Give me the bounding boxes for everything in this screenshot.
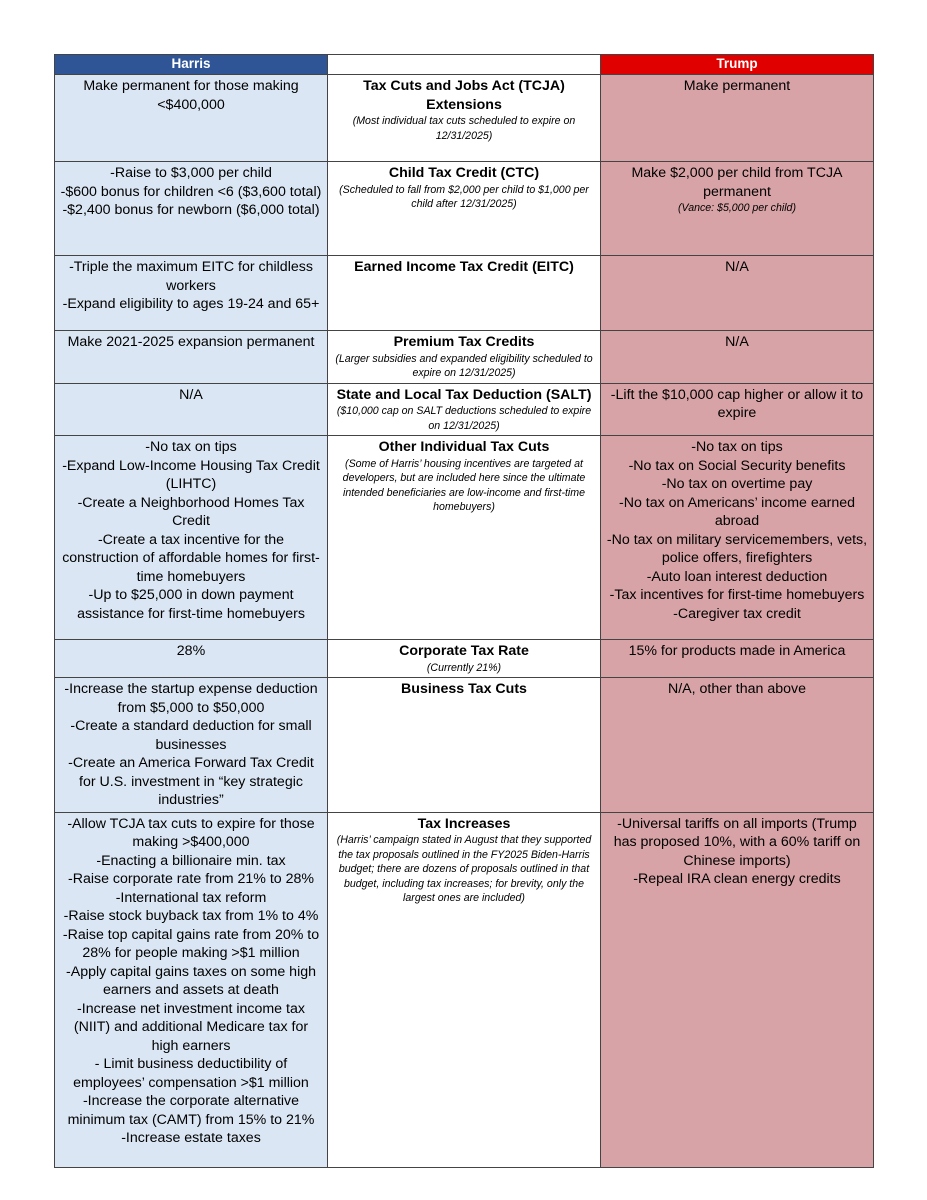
harris-item: -Raise top capital gains rate from 20% to 28% for people making >$1 million [62, 926, 320, 961]
policy-note: (Some of Harris’ housing incentives are targeted at developers, but are included here since the ultimate intended beneficiaries are low-income and first-time homebuyers) [342, 457, 586, 513]
trump-item: -No tax on tips [691, 439, 783, 455]
tax-comparison-table [54, 54, 874, 1168]
harris-item: - Limit business deductibility of employees’ compensation >$1 million [73, 1056, 309, 1091]
harris-item: -Raise to $3,000 per child [110, 165, 272, 181]
table-row [55, 256, 874, 331]
policy-title: Premium Tax Credits [393, 334, 535, 350]
harris-item: -$600 bonus for children <6 ($3,600 total) [60, 183, 322, 200]
harris-item: -Increase estate taxes [121, 1130, 261, 1146]
trump-cell [601, 640, 874, 678]
harris-item: Make permanent for those making <$400,000 [83, 78, 299, 113]
table-row [55, 436, 874, 640]
policy-cell [328, 812, 601, 1167]
harris-item: -$2,400 bonus for newborn ($6,000 total) [62, 202, 320, 218]
policy-cell [328, 436, 601, 640]
trump-item: -Tax incentives for first-time homebuyers [609, 587, 865, 603]
harris-item: 28% [176, 643, 206, 659]
trump-cell [601, 331, 874, 384]
trump-cell [601, 256, 874, 331]
trump-item: N/A, other than above [667, 681, 807, 697]
harris-item: -Triple the maximum EITC for childless workers [69, 259, 313, 294]
harris-cell [55, 256, 328, 331]
policy-note: (Currently 21%) [426, 661, 502, 674]
policy-cell [328, 640, 601, 678]
harris-cell [55, 75, 328, 162]
table-row [55, 678, 874, 813]
trump-item: 15% for products made in America [628, 643, 846, 659]
policy-title: Tax Increases [417, 815, 511, 832]
trump-note: (Vance: $5,000 per child) [678, 202, 796, 214]
harris-item: -Allow TCJA tax cuts to expire for those making >$400,000 [67, 815, 315, 850]
harris-item: N/A [179, 386, 203, 403]
policy-note: (Harris’ campaign stated in August that they supported the tax proposals outlined in the FY2025 Biden-Harris budget; there are dozens of proposals outlined in that budget, including tax increases; for brevity, only the largest ones are included) [336, 834, 592, 904]
harris-cell [55, 436, 328, 640]
table-row [55, 331, 874, 384]
harris-item: -Expand Low-Income Housing Tax Credit (LIHTC) [62, 457, 320, 492]
policy-cell [328, 75, 601, 162]
policy-cell [328, 383, 601, 436]
harris-item: -International tax reform [115, 889, 267, 906]
trump-item: -No tax on Americans’ income earned abroad [618, 494, 856, 529]
trump-item: -Auto loan interest deduction [646, 568, 828, 585]
policy-title: Child Tax Credit (CTC) [388, 165, 540, 181]
harris-cell [55, 162, 328, 256]
harris-item: -Expand eligibility to ages 19-24 and 65+ [62, 296, 320, 312]
policy-title: Tax Cuts and Jobs Act (TCJA) Extensions [363, 78, 565, 113]
harris-item: -Increase net investment income tax (NIIT) and additional Medicare tax for high earners [73, 1000, 309, 1054]
harris-item: -Increase the corporate alternative minimum tax (CAMT) from 15% to 21% [67, 1093, 315, 1128]
trump-item: N/A [725, 334, 749, 350]
harris-cell [55, 812, 328, 1167]
policy-cell [328, 256, 601, 331]
policy-cell [328, 331, 601, 384]
harris-item: -Increase the startup expense deduction from $5,000 to $50,000 [64, 681, 318, 716]
header-middle [328, 55, 601, 75]
policy-title: Business Tax Cuts [401, 681, 527, 697]
harris-cell [55, 678, 328, 813]
trump-item: -No tax on overtime pay [661, 476, 813, 492]
trump-cell [601, 678, 874, 813]
trump-item: Make $2,000 per child from TCJA permanent [631, 165, 843, 200]
trump-item: -Universal tariffs on all imports (Trump has proposed 10%, with a 60% tariff on Chinese imports) [613, 815, 861, 869]
table-row [55, 162, 874, 256]
trump-cell [601, 383, 874, 436]
harris-item: -Apply capital gains taxes on some high earners and assets at death [66, 963, 316, 998]
harris-item: -Create an America Forward Tax Credit for U.S. investment in “key strategic industries” [68, 755, 314, 808]
trump-item: -No tax on Social Security benefits [628, 457, 846, 474]
harris-item: -Enacting a billionaire min. tax [96, 852, 286, 869]
trump-item: -Caregiver tax credit [673, 605, 801, 622]
harris-item: -Create a Neighborhood Homes Tax Credit [77, 494, 305, 529]
harris-item: -Create a tax incentive for the construction of affordable homes for first-time homebuyers [62, 531, 320, 585]
harris-item: -Raise corporate rate from 21% to 28% [67, 871, 315, 887]
header-trump: Trump [601, 55, 874, 75]
harris-cell [55, 640, 328, 678]
harris-cell [55, 331, 328, 384]
policy-note: ($10,000 cap on SALT deductions scheduled to expire on 12/31/2025) [336, 405, 592, 432]
trump-cell [601, 162, 874, 256]
trump-item: -Repeal IRA clean energy credits [633, 871, 841, 887]
trump-item: -No tax on military servicemembers, vets, police offers, firefighters [606, 531, 868, 566]
table-row [55, 383, 874, 436]
policy-note: (Larger subsidies and expanded eligibility scheduled to expire on 12/31/2025) [335, 352, 593, 379]
table-row [55, 75, 874, 162]
trump-item: N/A [725, 259, 749, 275]
harris-item: -Create a standard deduction for small businesses [70, 718, 312, 753]
trump-cell [601, 436, 874, 640]
table-row [55, 812, 874, 1167]
header-row [55, 55, 874, 75]
table-row [55, 640, 874, 678]
policy-cell [328, 162, 601, 256]
policy-title: Corporate Tax Rate [399, 643, 529, 659]
policy-note: (Most individual tax cuts scheduled to expire on 12/31/2025) [352, 115, 576, 142]
policy-title: State and Local Tax Deduction (SALT) [336, 386, 592, 403]
policy-note: (Scheduled to fall from $2,000 per child to $1,000 per child after 12/31/2025) [339, 183, 589, 210]
trump-item: -Lift the $10,000 cap higher or allow it to expire [610, 386, 864, 421]
harris-item: -No tax on tips [145, 439, 237, 455]
trump-item: Make permanent [683, 78, 791, 94]
policy-title: Other Individual Tax Cuts [378, 439, 550, 455]
harris-cell [55, 383, 328, 436]
harris-item: -Raise stock buyback tax from 1% to 4% [63, 908, 319, 924]
harris-item: Make 2021-2025 expansion permanent [67, 334, 315, 350]
header-harris: Harris [55, 55, 328, 75]
harris-item: -Up to $25,000 in down payment assistance for first-time homebuyers [77, 587, 305, 622]
trump-cell [601, 812, 874, 1167]
policy-title: Earned Income Tax Credit (EITC) [354, 259, 574, 275]
trump-cell [601, 75, 874, 162]
table-body [55, 75, 874, 1168]
policy-cell [328, 678, 601, 813]
